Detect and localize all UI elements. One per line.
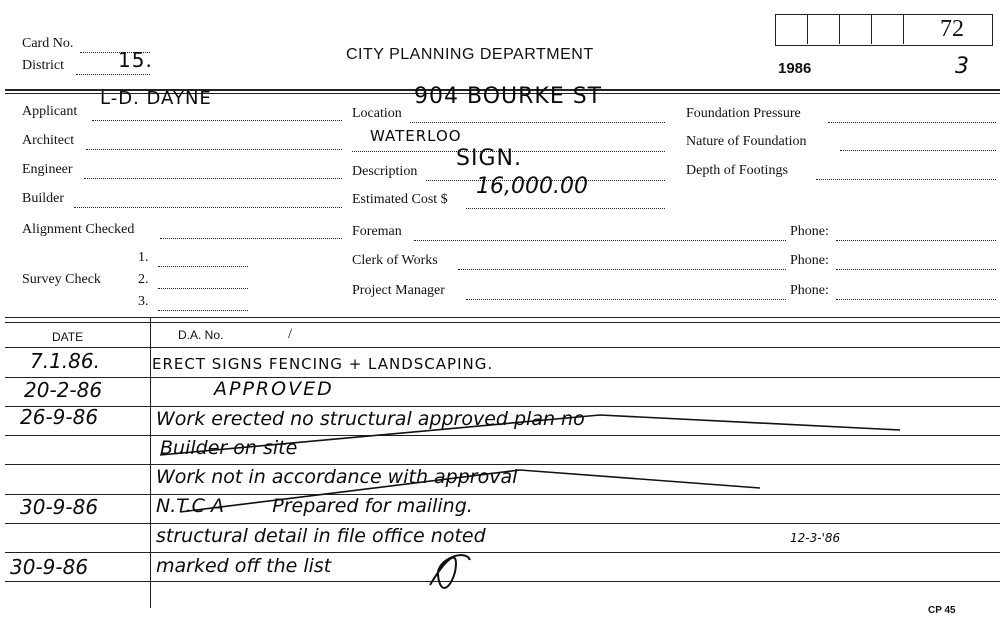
log-row-6-date: 30-9-86: [20, 495, 99, 519]
log-row-3-date: 26-9-86: [20, 405, 99, 429]
log-row-1-date: 7.1.86.: [30, 349, 100, 373]
card-number: 72: [940, 16, 964, 42]
survey-label: Survey Check: [22, 272, 101, 287]
date-header: DATE: [52, 330, 84, 344]
da-header: D.A. No.: [178, 328, 224, 342]
applicant-label: Applicant: [22, 104, 78, 119]
log-row-1-text: ERECT SIGNS FENCING + LANDSCAPING.: [152, 355, 494, 373]
survey-3: 3.: [138, 294, 149, 309]
project-manager-label: Project Manager: [352, 283, 445, 298]
builder-label: Builder: [22, 191, 64, 206]
nature-foundation-label: Nature of Foundation: [686, 134, 807, 149]
da-value: /: [288, 326, 293, 342]
description-value: SIGN.: [456, 146, 522, 171]
log-row-2-date: 20-2-86: [24, 378, 103, 402]
log-row-8-date: 30-9-86: [10, 555, 89, 579]
foreman-label: Foreman: [352, 224, 402, 239]
phone-label-clerk: Phone:: [790, 253, 829, 268]
depth-footings-label: Depth of Footings: [686, 163, 788, 178]
description-label: Description: [352, 164, 418, 179]
form-code: CP 45: [928, 605, 956, 616]
card-sub-number: 3: [955, 54, 969, 79]
location-value: 904 BOURKE ST: [414, 84, 603, 109]
location-label: Location: [352, 106, 402, 121]
phone-label-pm: Phone:: [790, 283, 829, 298]
log-row-5-text: Work not in accordance with approval: [156, 466, 518, 488]
survey-1: 1.: [138, 250, 149, 265]
signature-mark: [430, 555, 470, 588]
estimated-cost-value: 16,000.00: [476, 174, 588, 199]
log-row-8-text: marked off the list: [156, 555, 332, 577]
foundation-pressure-label: Foundation Pressure: [686, 106, 801, 121]
card-no-label: Card No.: [22, 36, 74, 51]
location-value-2: WATERLOO: [370, 127, 462, 145]
form-year: 1986: [778, 60, 812, 77]
estimated-cost-label: Estimated Cost $: [352, 192, 448, 207]
log-row-7-text: structural detail in file office noted: [156, 525, 486, 547]
architect-label: Architect: [22, 133, 75, 148]
log-row-6-text: N.T.C A Prepared for mailing.: [156, 495, 473, 517]
survey-2: 2.: [138, 272, 149, 287]
engineer-label: Engineer: [22, 162, 73, 177]
phone-label-foreman: Phone:: [790, 224, 829, 239]
log-row-2-text: APPROVED: [214, 378, 334, 400]
district-value: 15.: [118, 48, 153, 72]
district-label: District: [22, 58, 64, 73]
clerk-label: Clerk of Works: [352, 253, 438, 268]
applicant-value: L-D. DAYNE: [100, 88, 212, 109]
log-row-3-text: Work erected no structural approved plan no: [156, 408, 585, 430]
alignment-label: Alignment Checked: [22, 222, 135, 237]
note-date: 12-3-'86: [790, 531, 841, 545]
strike-line-1: [160, 415, 900, 455]
strike-line-2: [180, 470, 760, 512]
form-title: CITY PLANNING DEPARTMENT: [346, 46, 594, 63]
log-row-4-text: Builder on site: [160, 437, 298, 459]
